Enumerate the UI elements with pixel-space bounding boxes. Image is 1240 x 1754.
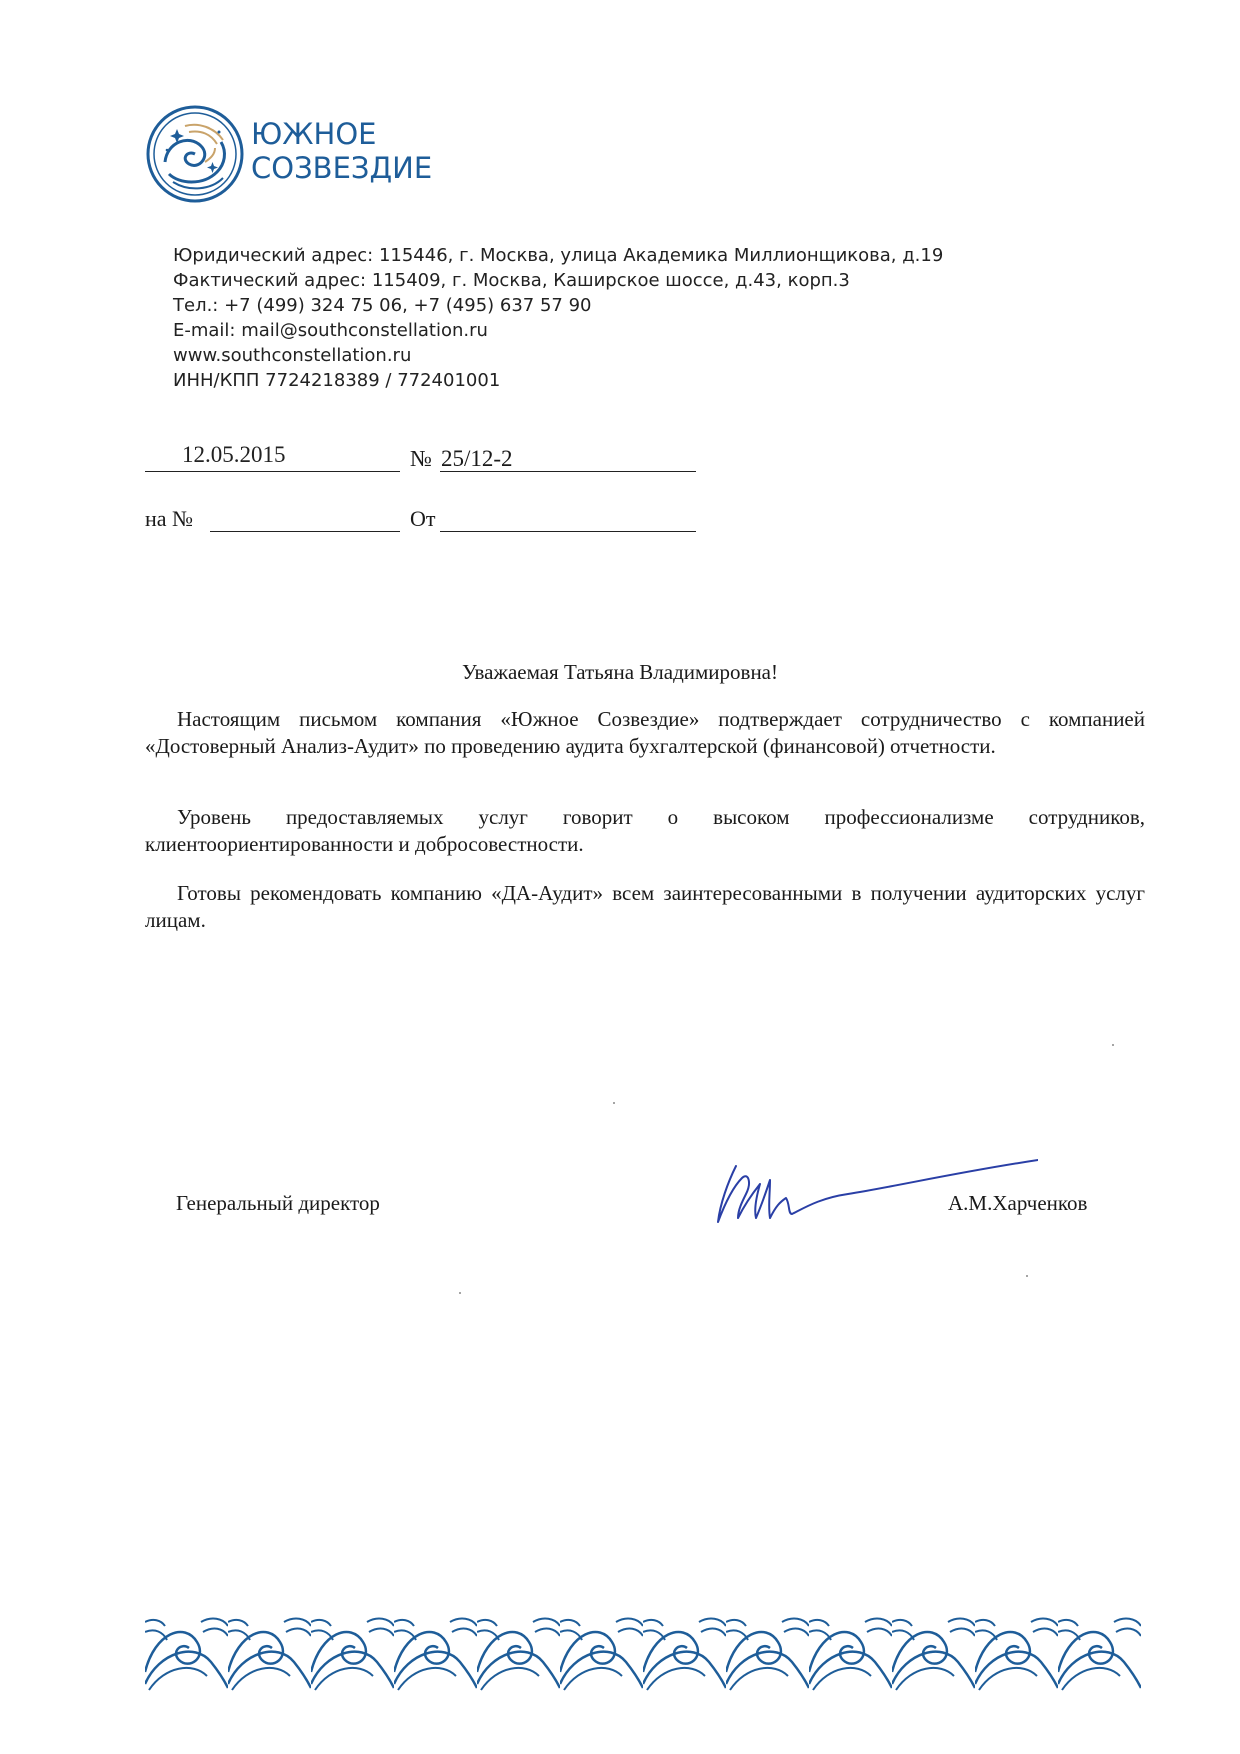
letter-date: 12.05.2015: [182, 442, 286, 467]
letter-number: 25/12-2: [441, 446, 513, 471]
number-label: №: [410, 446, 432, 471]
paragraph-1-text: Настоящим письмом компания «Южное Созвездие» подтверждает сотрудничество с компанией «Достоверный Анализ-Аудит» по проведению аудита бухгалтерской (финансовой) отчетности.: [145, 707, 1145, 758]
signatory-name: А.М.Харченков: [948, 1191, 1088, 1215]
phone-numbers: Тел.: +7 (499) 324 75 06, +7 (495) 637 57 90: [173, 295, 592, 316]
contact-block: [173, 243, 943, 393]
number-underline: [440, 471, 696, 472]
reference-underline: [210, 531, 400, 532]
actual-address: Фактический адрес: 115409, г. Москва, Каширское шоссе, д.43, корп.3: [173, 270, 850, 291]
paragraph-1: [145, 706, 1145, 760]
website: www.southconstellation.ru: [173, 345, 412, 366]
date-underline: [145, 471, 400, 472]
scan-speck: [1112, 1044, 1114, 1046]
scan-speck: [613, 1102, 615, 1104]
scan-speck: [1026, 1275, 1028, 1277]
greeting: Уважаемая Татьяна Владимировна!: [461, 660, 778, 684]
handwritten-signature: [708, 1148, 1038, 1228]
inn-kpp: ИНН/КПП 7724218389 / 772401001: [173, 370, 501, 391]
paragraph-3: [145, 880, 1145, 934]
paragraph-3-text: Готовы рекомендовать компанию «ДА-Аудит» всем заинтересованными в получении аудиторских услуг лицам.: [145, 881, 1145, 932]
company-name-line1: ЮЖНОЕ: [251, 117, 377, 151]
company-name-line2: СОЗВЕЗДИЕ: [251, 151, 433, 185]
paragraph-2: [145, 804, 1145, 858]
wave-ornament-border: [145, 1612, 1141, 1692]
from-underline: [440, 531, 696, 532]
company-logo-icon: [145, 104, 245, 204]
company-name: [251, 117, 432, 185]
legal-address: Юридический адрес: 115446, г. Москва, улица Академика Миллионщикова, д.19: [173, 245, 944, 266]
email: E-mail: mail@southconstellation.ru: [173, 320, 488, 341]
scan-speck: [459, 1292, 461, 1294]
signatory-title: Генеральный директор: [176, 1191, 380, 1215]
from-label: От: [410, 506, 436, 531]
reference-label: на №: [145, 506, 194, 531]
paragraph-2-text: Уровень предоставляемых услуг говорит о высоком профессионализме сотрудников, клиентоориентированности и добросовестности.: [145, 805, 1145, 856]
